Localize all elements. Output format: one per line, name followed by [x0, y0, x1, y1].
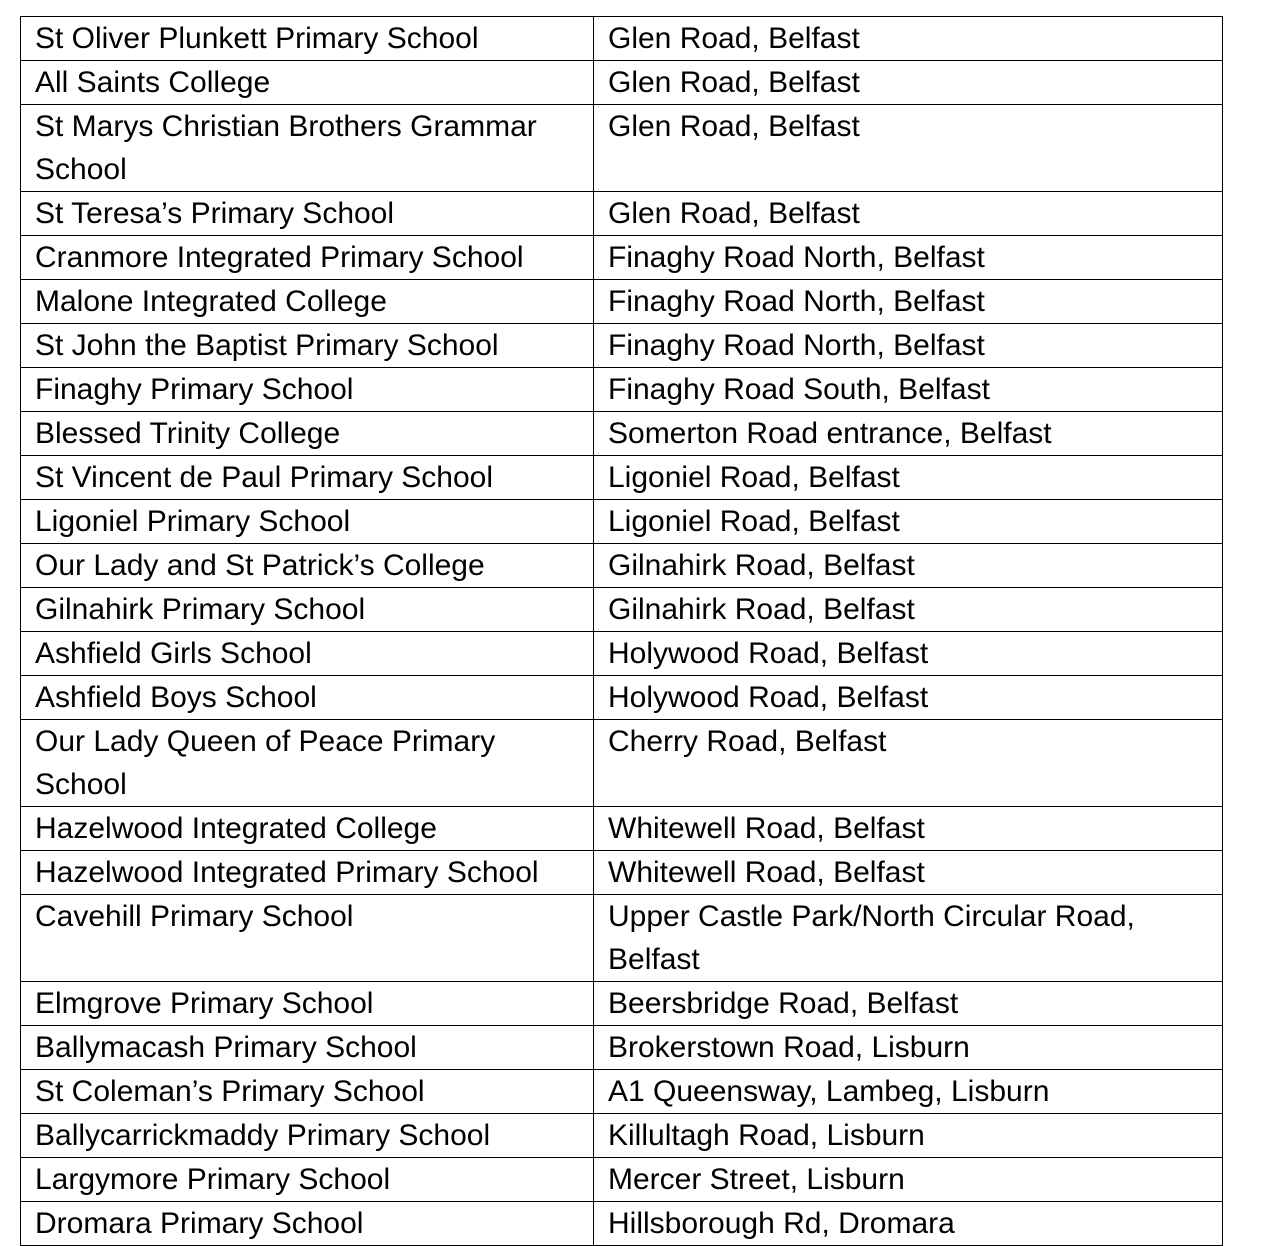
school-name-cell: St John the Baptist Primary School: [21, 324, 594, 368]
table-row: [21, 500, 1223, 544]
location-cell: Beersbridge Road, Belfast: [594, 982, 1223, 1026]
school-name-cell: Elmgrove Primary School: [21, 982, 594, 1026]
location-cell: Killultagh Road, Lisburn: [594, 1114, 1223, 1158]
location-cell: Gilnahirk Road, Belfast: [594, 544, 1223, 588]
school-name-cell: St Teresa’s Primary School: [21, 192, 594, 236]
location-cell: Holywood Road, Belfast: [594, 632, 1223, 676]
table-row: [21, 61, 1223, 105]
table-row: [21, 632, 1223, 676]
location-cell: Finaghy Road South, Belfast: [594, 368, 1223, 412]
location-cell: Somerton Road entrance, Belfast: [594, 412, 1223, 456]
school-name-cell: St Coleman’s Primary School: [21, 1070, 594, 1114]
school-name-cell: Ballymacash Primary School: [21, 1026, 594, 1070]
location-cell: Finaghy Road North, Belfast: [594, 280, 1223, 324]
table-row: [21, 280, 1223, 324]
school-name-cell: Ballycarrickmaddy Primary School: [21, 1114, 594, 1158]
table-row: [21, 895, 1223, 982]
table-row: [21, 236, 1223, 280]
school-name-cell: Malone Integrated College: [21, 280, 594, 324]
location-cell: Whitewell Road, Belfast: [594, 807, 1223, 851]
location-cell: Glen Road, Belfast: [594, 192, 1223, 236]
school-name-cell: St Oliver Plunkett Primary School: [21, 17, 594, 61]
table-row: [21, 17, 1223, 61]
school-name-cell: Ashfield Girls School: [21, 632, 594, 676]
school-name-cell: Hazelwood Integrated College: [21, 807, 594, 851]
table-row: [21, 105, 1223, 192]
location-cell: Whitewell Road, Belfast: [594, 851, 1223, 895]
table-row: [21, 324, 1223, 368]
table-row: [21, 544, 1223, 588]
school-name-cell: Gilnahirk Primary School: [21, 588, 594, 632]
location-cell: A1 Queensway, Lambeg, Lisburn: [594, 1070, 1223, 1114]
school-name-cell: Largymore Primary School: [21, 1158, 594, 1202]
location-cell: Hillsborough Rd, Dromara: [594, 1202, 1223, 1246]
school-name-cell: Ligoniel Primary School: [21, 500, 594, 544]
location-cell: Mercer Street, Lisburn: [594, 1158, 1223, 1202]
table-row: [21, 851, 1223, 895]
table-row: [21, 807, 1223, 851]
table-row: [21, 720, 1223, 807]
school-name-cell: All Saints College: [21, 61, 594, 105]
school-name-cell: Our Lady Queen of Peace Primary School: [21, 720, 594, 807]
school-name-cell: Finaghy Primary School: [21, 368, 594, 412]
location-cell: Brokerstown Road, Lisburn: [594, 1026, 1223, 1070]
table-row: [21, 1158, 1223, 1202]
school-name-cell: Dromara Primary School: [21, 1202, 594, 1246]
table-row: [21, 1202, 1223, 1246]
table-row: [21, 368, 1223, 412]
schools-table: [20, 16, 1223, 1246]
table-row: [21, 1114, 1223, 1158]
school-name-cell: Cavehill Primary School: [21, 895, 594, 982]
school-name-cell: Cranmore Integrated Primary School: [21, 236, 594, 280]
school-name-cell: Ashfield Boys School: [21, 676, 594, 720]
table-row: [21, 1026, 1223, 1070]
location-cell: Ligoniel Road, Belfast: [594, 500, 1223, 544]
location-cell: Finaghy Road North, Belfast: [594, 324, 1223, 368]
location-cell: Finaghy Road North, Belfast: [594, 236, 1223, 280]
table-row: [21, 588, 1223, 632]
schools-table-body: [21, 17, 1223, 1246]
table-row: [21, 982, 1223, 1026]
table-row: [21, 192, 1223, 236]
table-row: [21, 1070, 1223, 1114]
school-name-cell: St Vincent de Paul Primary School: [21, 456, 594, 500]
location-cell: Glen Road, Belfast: [594, 61, 1223, 105]
school-name-cell: Our Lady and St Patrick’s College: [21, 544, 594, 588]
school-name-cell: St Marys Christian Brothers Grammar School: [21, 105, 594, 192]
location-cell: Ligoniel Road, Belfast: [594, 456, 1223, 500]
location-cell: Glen Road, Belfast: [594, 17, 1223, 61]
table-row: [21, 412, 1223, 456]
location-cell: Glen Road, Belfast: [594, 105, 1223, 192]
location-cell: Cherry Road, Belfast: [594, 720, 1223, 807]
school-name-cell: Blessed Trinity College: [21, 412, 594, 456]
location-cell: Holywood Road, Belfast: [594, 676, 1223, 720]
table-row: [21, 456, 1223, 500]
school-name-cell: Hazelwood Integrated Primary School: [21, 851, 594, 895]
location-cell: Gilnahirk Road, Belfast: [594, 588, 1223, 632]
table-row: [21, 676, 1223, 720]
location-cell: Upper Castle Park/North Circular Road, Belfast: [594, 895, 1223, 982]
